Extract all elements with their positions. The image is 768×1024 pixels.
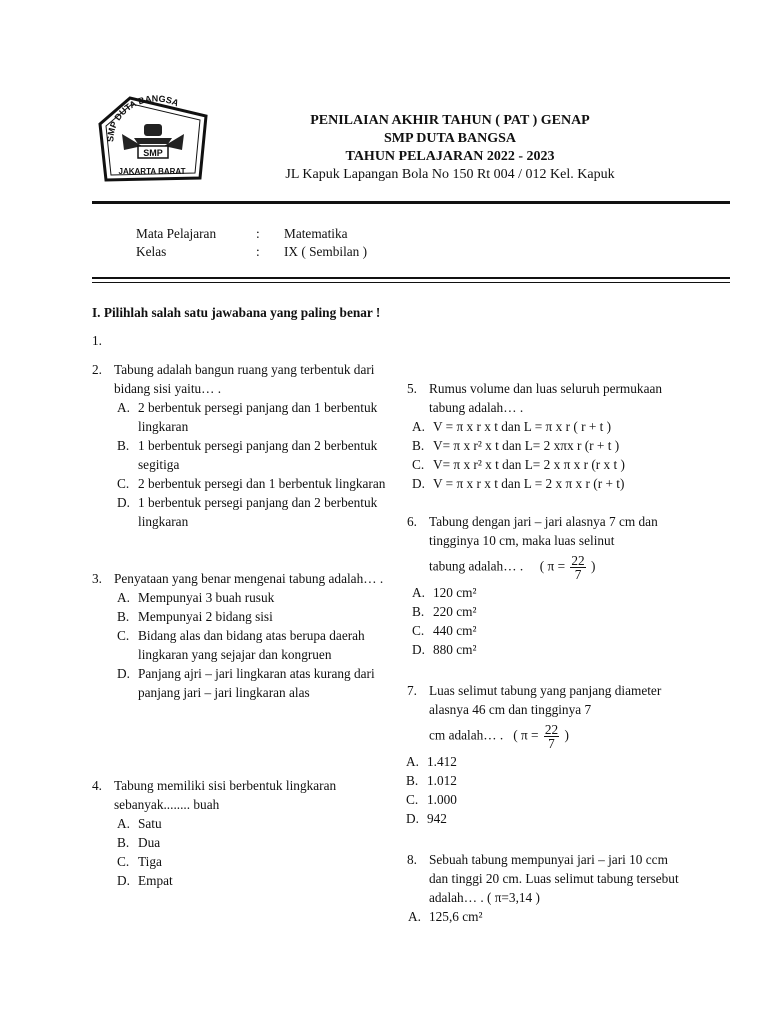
section-title: I. Pilihlah salah satu jawabana yang paling benar ! [92, 305, 381, 320]
question-text: Penyataan yang benar mengenai tabung adalah… . [114, 571, 384, 586]
svg-text:SMP DUTA BANGSA: SMP DUTA BANGSA [105, 94, 181, 143]
class-value: IX ( Sembilan ) [284, 244, 368, 259]
option-b: B. 220 cm² [412, 604, 477, 619]
question-8 [407, 850, 679, 926]
question-number: 6. [407, 514, 417, 529]
option-list [409, 417, 699, 493]
pi-fraction: $\frac{22}{7}$ [544, 722, 559, 751]
school-address: JL Kapuk Lapangan Bola No 150 Rt 004 / 012 Kel. Kapuk [285, 167, 615, 182]
option-c: C. V= π x r² x t dan L= 2 x π x r (r x t ) [412, 457, 625, 472]
question-text: Rumus volume dan luas seluruh permukaan tabung adalah… . [429, 381, 663, 415]
option-a: A. 125,6 cm² [408, 909, 483, 924]
question-text: Tabung memiliki sisi berbentuk lingkaran sebanyak........ buah [114, 778, 337, 812]
pi-fraction: $\frac{22}{7}$ [571, 553, 585, 582]
option-c: C. Bidang alas dan bidang atas berupa daerah lingkaran yang sejajar dan kongruen [117, 628, 365, 662]
question-3 [92, 569, 404, 702]
subject-value: Matematika [284, 226, 348, 241]
option-a: A. 120 cm² [412, 585, 477, 600]
option-list [114, 398, 404, 531]
question-text: Luas selimut tabung yang panjang diameter alasnya 46 cm dan tingginya 7 [429, 683, 662, 717]
info-divider-top [92, 277, 730, 279]
option-d: D. 1 berbentuk persegi panjang dan 2 berbentuk lingkaran [117, 495, 378, 529]
academic-year: TAHUN PELAJARAN 2022 - 2023 [345, 149, 555, 164]
option-b: B. V= π x r² x t dan L= 2 xπx r (r + t ) [412, 438, 620, 453]
question-text-formula: cm adalah… . ( π = $\frac{22}{7}$ ) [429, 722, 569, 751]
option-d: D. Empat [117, 873, 173, 888]
option-list [403, 752, 689, 828]
option-d: D. Panjang ajri – jari lingkaran atas kurang dari panjang jari – jari lingkaran alas [117, 666, 375, 700]
svg-text:SMP: SMP [143, 148, 163, 158]
exam-title: PENILAIAN AKHIR TAHUN ( PAT ) GENAP [310, 113, 590, 128]
option-a: A. 2 berbentuk persegi panjang dan 1 berbentuk lingkaran [117, 400, 378, 434]
question-number: 8. [407, 852, 417, 867]
question-5 [407, 379, 699, 493]
option-a: A. 1.412 [406, 754, 457, 769]
option-d: D. V = π x r x t dan L = 2 x π x r (r + t) [412, 476, 625, 491]
question-7 [406, 681, 689, 828]
question-6 [407, 512, 679, 659]
option-a: A. Satu [117, 816, 162, 831]
option-c: C. Tiga [117, 854, 162, 869]
option-b: B. 1 berbentuk persegi panjang dan 2 berbentuk segitiga [117, 438, 378, 472]
option-list [409, 583, 679, 659]
class-colon: : [256, 244, 260, 259]
svg-text:JAKARTA BARAT: JAKARTA BARAT [118, 167, 186, 176]
option-list [114, 588, 404, 702]
option-b: B. Mempunyai 2 bidang sisi [117, 609, 273, 624]
subject-label: Mata Pelajaran [136, 226, 217, 241]
option-b: B. Dua [117, 835, 161, 850]
option-b: B. 1.012 [406, 773, 457, 788]
option-d: D. 880 cm² [412, 642, 477, 657]
subject-colon: : [256, 226, 260, 241]
question-text: Sebuah tabung mempunyai jari – jari 10 ccm dan tinggi 20 cm. Luas selimut tabung tersebut adalah… . ( π=3,14 ) [429, 852, 679, 905]
question-number: 4. [92, 778, 102, 793]
question-text: Tabung adalah bangun ruang yang terbentuk dari bidang sisi yaitu… . [114, 362, 375, 396]
option-c: C. 2 berbentuk persegi dan 1 berbentuk lingkaran [117, 476, 386, 491]
question-text: Tabung dengan jari – jari alasnya 7 cm dan tingginya 10 cm, maka luas selinut [429, 514, 658, 548]
header-divider [92, 201, 730, 204]
question-number: 7. [407, 683, 417, 698]
option-a: A. Mempunyai 3 buah rusuk [117, 590, 275, 605]
question-number: 5. [407, 381, 417, 396]
option-c: C. 440 cm² [412, 623, 477, 638]
option-list [114, 814, 404, 890]
question-1-number: 1. [92, 333, 102, 348]
option-c: C. 1.000 [406, 792, 457, 807]
question-2 [92, 360, 404, 531]
option-list [405, 907, 679, 926]
question-4 [92, 776, 404, 890]
school-logo [94, 94, 214, 190]
question-number: 2. [92, 362, 102, 377]
option-d: D. 942 [406, 811, 447, 826]
question-number: 3. [92, 571, 102, 586]
school-name: SMP DUTA BANGSA [384, 131, 516, 146]
question-text-formula: tabung adalah… . ( π = $\frac{22}{7}$ ) [429, 553, 596, 582]
info-divider-bottom [92, 282, 730, 283]
option-a: A. V = π x r x t dan L = π x r ( r + t ) [412, 419, 612, 434]
class-label: Kelas [136, 244, 167, 259]
